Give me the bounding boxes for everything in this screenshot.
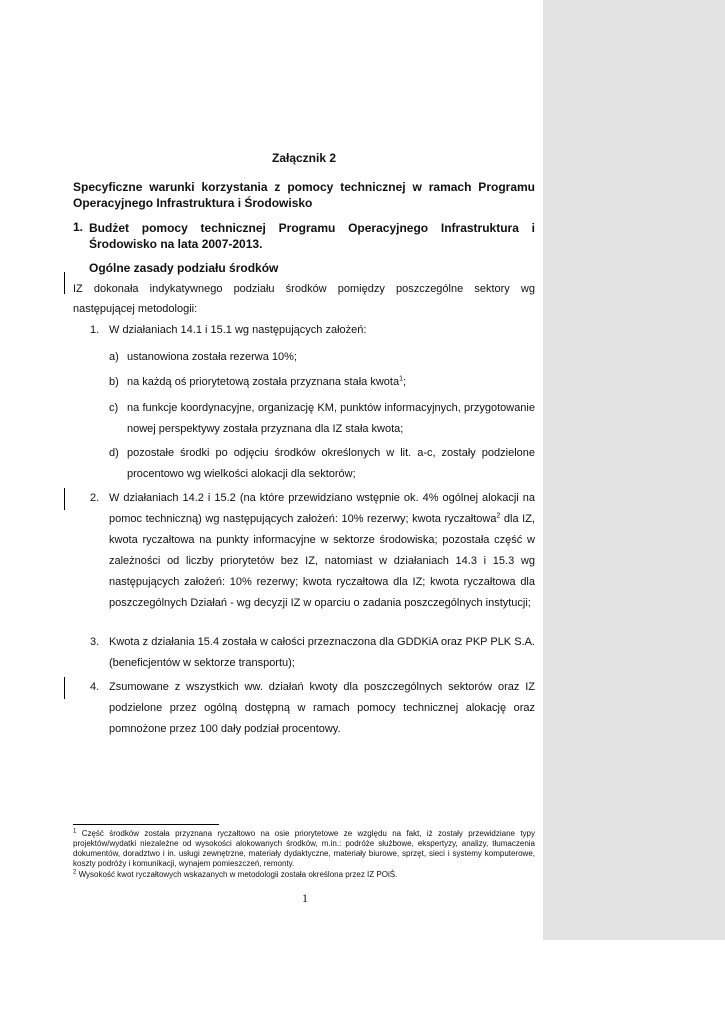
page-title: Załącznik 2 bbox=[271, 151, 337, 165]
change-bar bbox=[64, 677, 65, 699]
document-subtitle: Specyficzne warunki korzystania z pomocy technicznej w ramach Programu Operacyjnego Infrastruktura i Środowisko bbox=[73, 180, 535, 210]
subitem-letter: b) bbox=[109, 376, 119, 388]
footnote-mark: 2 bbox=[73, 869, 77, 876]
subitem-text: na funkcje koordynacyjne, organizację KM, punktów informacyjnych, przygotowanie nowej perspektywy została przyznana dla IZ stała kwota; bbox=[127, 402, 535, 435]
footnote-ref[interactable]: 2 bbox=[496, 512, 501, 520]
list-item-number: 2. bbox=[90, 492, 100, 504]
change-bar bbox=[64, 488, 65, 510]
list-item-text: W działaniach 14.2 i 15.2 (na które przewidziano wstępnie ok. 4% ogólnej alokacji na pomoc techniczną) wg następujących założeń: 10% rezerwy; kwota ryczałtowa$^2$ dla IZ, kwota ryczałtowa na punkty informacyjne w sektorze środowiska; pozostała część w zależności od liczby priorytetów bez IZ, natomiast w działaniach 14.3 i 15.3 wg następujących założeń: 10% rezerwy; kwota ryczałtowa dla IZ; kwota ryczałtowa dla poszczególnych Działań - wg decyzji IZ w oparciu o zadania poszczególnych instytucji; bbox=[109, 492, 535, 609]
list-item-text: W działaniach 14.1 i 15.1 wg następujących założeń: bbox=[109, 324, 367, 336]
change-bar bbox=[64, 272, 65, 294]
subitem-letter: d) bbox=[109, 447, 119, 459]
footnote: $^2$ Wysokość kwot ryczałtowych wskazanych w metodologii została określona przez IZ POiŚ. bbox=[73, 869, 398, 879]
subitem-text: pozostałe środki po odjęciu środków określonych w lit. a-c, zostały podzielone procentowo wg wielkości alokacji dla sektorów; bbox=[127, 447, 535, 480]
footnote-separator bbox=[73, 824, 219, 825]
subitem-letter: c) bbox=[109, 402, 119, 414]
section-heading: Budżet pomocy technicznej Programu Operacyjnego Infrastruktura i Środowisko na lata 2007-2013. bbox=[89, 221, 535, 251]
footnote-ref[interactable]: 1 bbox=[399, 375, 403, 383]
list-item-number: 3. bbox=[90, 636, 100, 648]
subitem-text: na każdą oś priorytetową została przyznana stała kwota$^1$; bbox=[127, 375, 407, 388]
section-number: 1. bbox=[73, 220, 84, 234]
comment-pane bbox=[543, 0, 725, 940]
list-item-number: 4. bbox=[90, 681, 100, 693]
list-item-text: Zsumowane z wszystkich ww. działań kwoty dla poszczególnych sektorów oraz IZ podzielone przez ogólną dostępną w ramach pomocy technicznej alokację oraz pomnożone przez 100 dały podział procentowy. bbox=[109, 681, 535, 735]
subheading: Ogólne zasady podziału środków bbox=[89, 261, 279, 275]
subitem-letter: a) bbox=[109, 351, 119, 363]
footnote: $^1$ Część środków została przyznana ryczałtowo na osie priorytetowe ze względu na fakt, iż zostały przewidziane typy projektów/wydatki niezależne od wysokości alokowanych środków, m.in.: podróże służbowe, ekspertyzy, analizy, tłumaczenia dokumentów, doradztwo i in. usługi zewnętrzne, materiały dydaktyczne, materiały biurowe, sprzęt, sieci i systemy komputerowe, koszty podróży i komunikacji, wynajem pomieszczeń, remonty. bbox=[73, 828, 535, 868]
subitem-text: ustanowiona została rezerwa 10%; bbox=[127, 351, 297, 363]
intro-paragraph: IZ dokonała indykatywnego podziału środków pomiędzy poszczególne sektory wg następującej metodologii: bbox=[73, 283, 535, 315]
list-item-text: Kwota z działania 15.4 została w całości przeznaczona dla GDDKiA oraz PKP PLK S.A. (beneficjentów w sektorze transportu); bbox=[109, 636, 535, 669]
list-item-number: 1. bbox=[90, 324, 100, 336]
footnote-mark: 1 bbox=[73, 828, 77, 835]
page-number: 1 bbox=[302, 891, 308, 905]
